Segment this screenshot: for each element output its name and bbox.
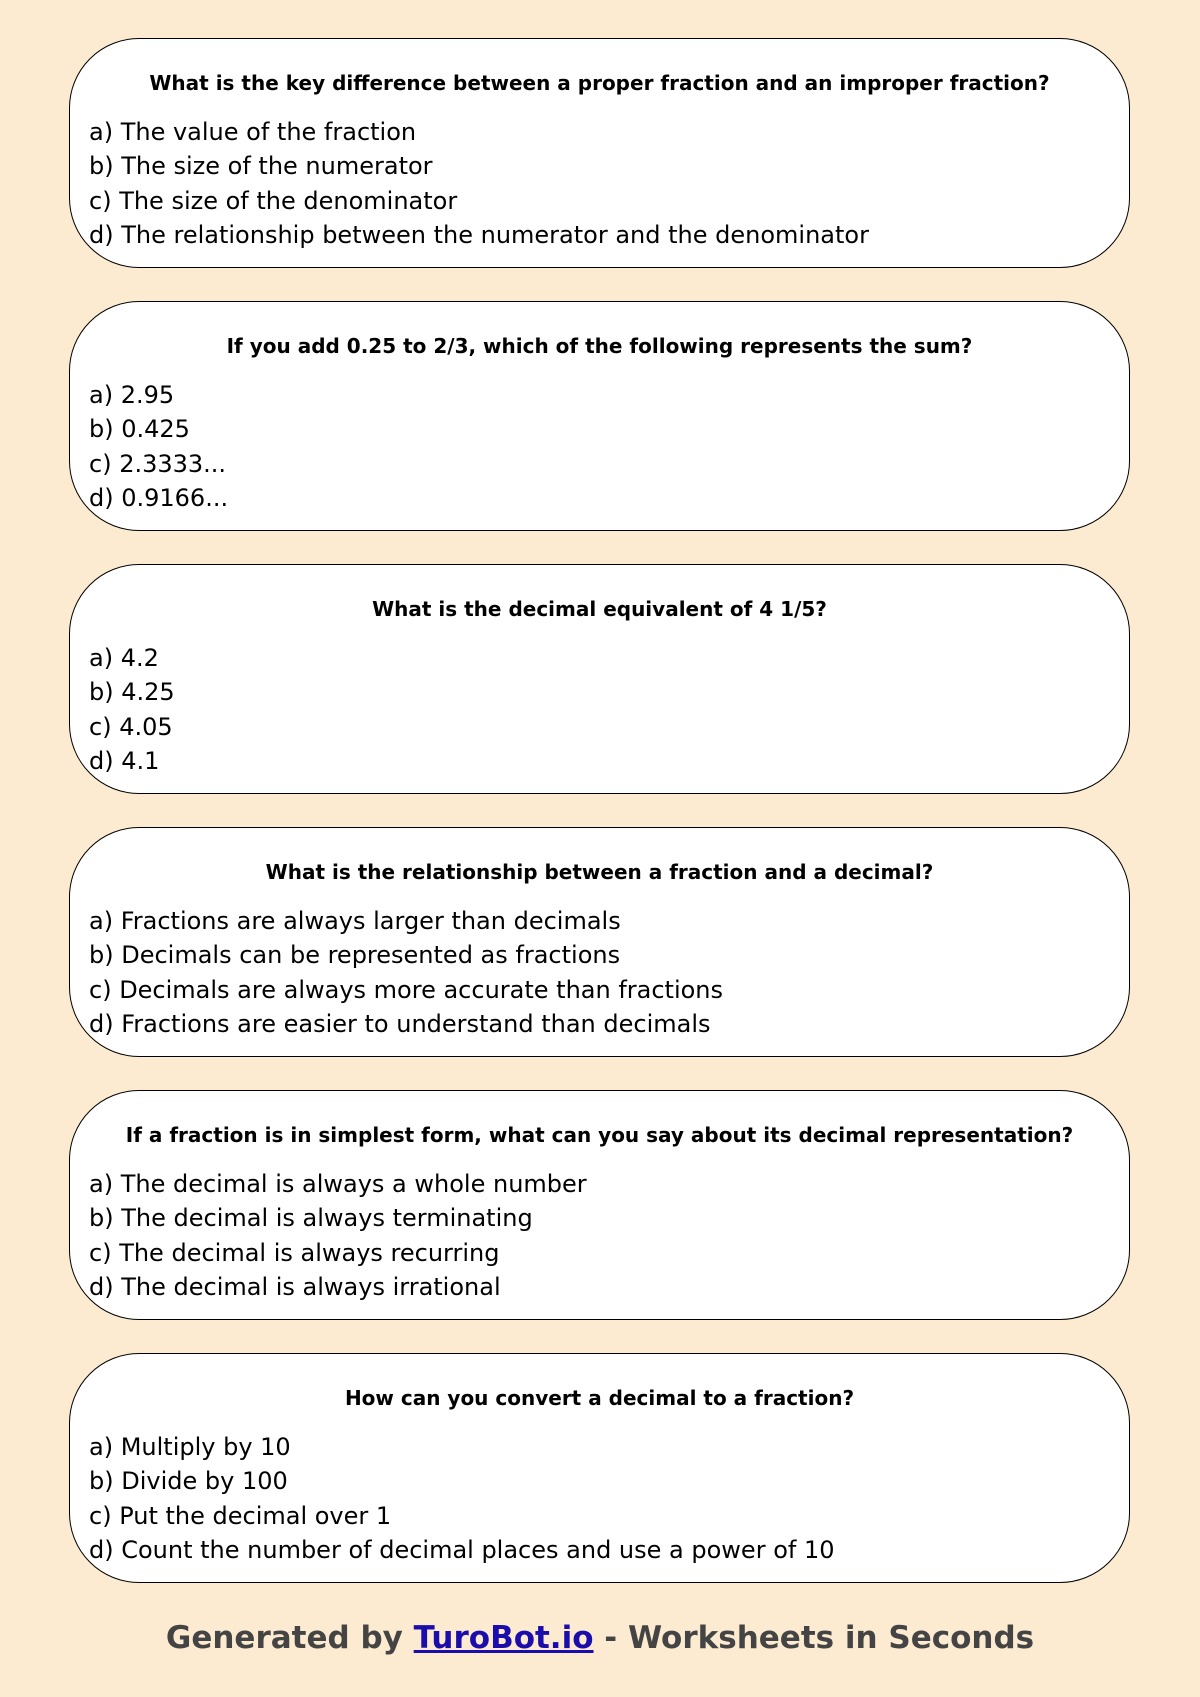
answer-option: a) Fractions are always larger than decimals [89, 907, 621, 935]
answer-options [89, 115, 869, 252]
question-text: What is the key difference between a proper fraction and an improper fraction? [149, 71, 1050, 95]
question-card-3 [69, 564, 1130, 794]
footer-suffix: - Worksheets in Seconds [593, 1620, 1035, 1656]
answer-option: b) The size of the numerator [89, 152, 433, 181]
answer-option: c) 4.05 [89, 712, 173, 741]
question-text: If you add 0.25 to 2/3, which of the following represents the sum? [226, 334, 973, 358]
answer-option: b) 0.425 [89, 415, 190, 444]
answer-option: c) Decimals are always more accurate than fractions [89, 975, 724, 1004]
turobot-link[interactable]: TuroBot.io [413, 1620, 594, 1656]
question-card-5 [69, 1090, 1130, 1320]
question-text: What is the decimal equivalent of 4 1/5? [372, 597, 827, 621]
answer-options [89, 904, 723, 1041]
answer-option: a) The value of the fraction [89, 118, 417, 146]
answer-option: b) The decimal is always terminating [89, 1204, 533, 1233]
answer-option: c) The decimal is always recurring [89, 1238, 500, 1267]
answer-option: d) Count the number of decimal places and use a power of 10 [89, 1535, 835, 1564]
answer-options [89, 1167, 587, 1304]
answer-option: c) The size of the denominator [89, 186, 458, 215]
answer-option: d) 0.9166... [89, 483, 229, 512]
answer-option: c) 2.3333... [89, 449, 227, 478]
answer-option: a) 4.2 [89, 644, 159, 672]
question-text: What is the relationship between a fraction and a decimal? [265, 860, 934, 884]
answer-options [89, 1430, 835, 1567]
answer-options [89, 641, 175, 778]
answer-option: a) The decimal is always a whole number [89, 1170, 587, 1198]
question-card-2 [69, 301, 1130, 531]
footer-prefix: Generated by [165, 1620, 414, 1656]
question-card-4 [69, 827, 1130, 1057]
answer-option: a) 2.95 [89, 381, 175, 409]
answer-option: b) 4.25 [89, 678, 175, 707]
question-text: If a fraction is in simplest form, what can you say about its decimal representation? [125, 1123, 1074, 1147]
answer-options [89, 378, 228, 515]
answer-option: a) Multiply by 10 [89, 1433, 291, 1461]
answer-option: c) Put the decimal over 1 [89, 1501, 392, 1530]
answer-option: d) 4.1 [89, 746, 160, 775]
answer-option: b) Decimals can be represented as fractions [89, 941, 621, 970]
answer-option: d) The relationship between the numerator and the denominator [89, 220, 869, 249]
question-card-1 [69, 38, 1130, 268]
answer-option: b) Divide by 100 [89, 1467, 288, 1496]
question-text: How can you convert a decimal to a fraction? [344, 1386, 855, 1410]
answer-option: d) Fractions are easier to understand than decimals [89, 1009, 711, 1038]
question-card-6 [69, 1353, 1130, 1583]
footer-credit [0, 1618, 1200, 1658]
answer-option: d) The decimal is always irrational [89, 1272, 501, 1301]
